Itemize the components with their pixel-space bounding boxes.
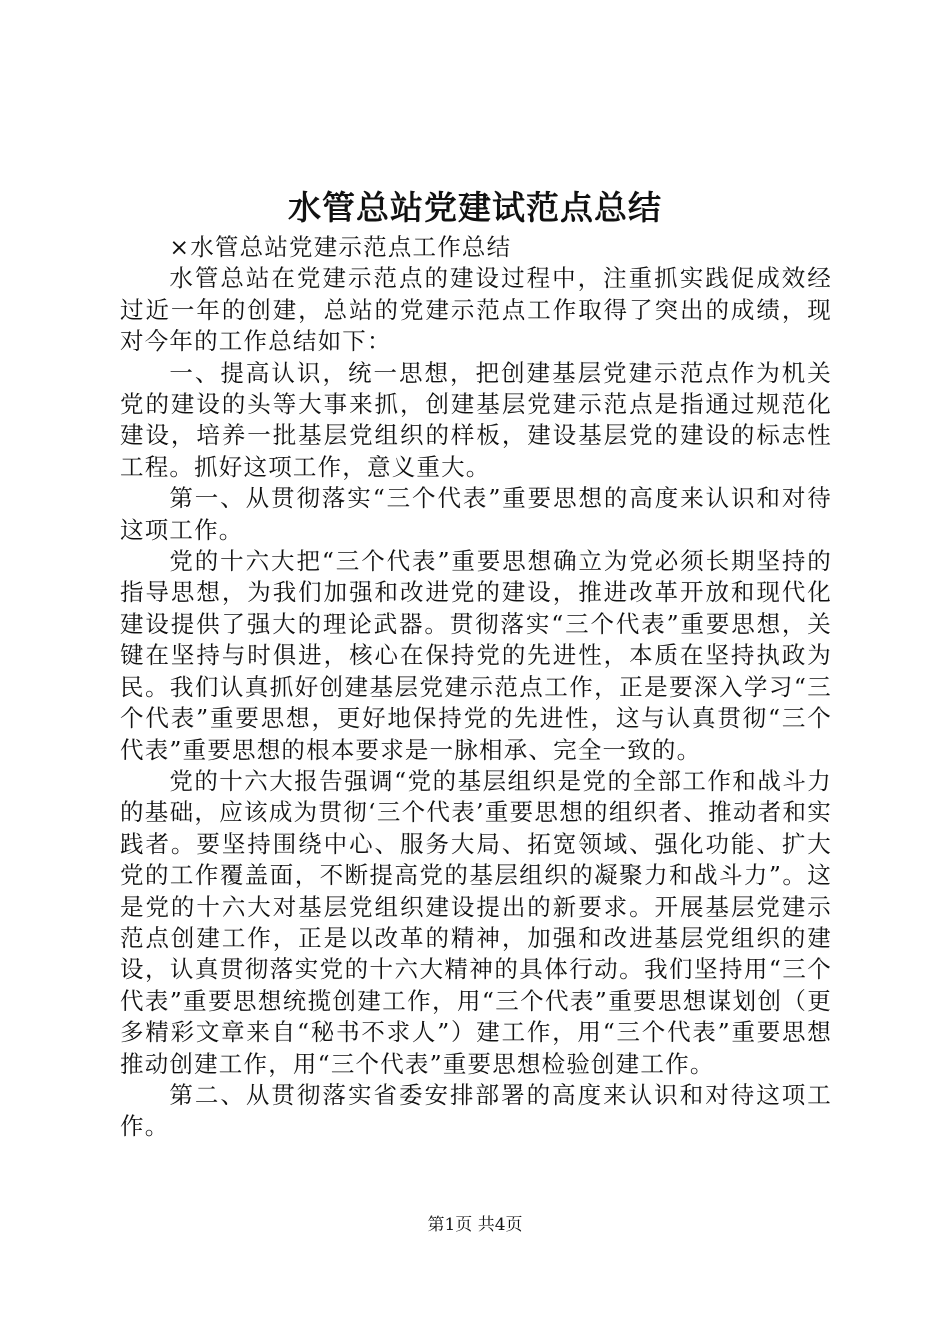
body-paragraph: 水管总站在党建示范点的建设过程中，注重抓实践促成效经过近一年的创建，总站的党建示范点工作取得了突出的成绩，现对今年的工作总结如下： xyxy=(120,264,832,356)
body-paragraph: 党的十六大把“三个代表”重要思想确立为党必须长期坚持的指导思想，为我们加强和改进党的建设，推进改革开放和现代化建设提供了强大的理论武器。贯彻落实“三个代表”重要思想，关键在坚持与时俱进，核心在保持党的先进性，本质在坚持执政为民。我们认真抓好创建基层党建示范点工作，正是要深入学习“三个代表”重要思想，更好地保持党的先进性，这与认真贯彻“三个代表”重要思想的根本要求是一脉相承、完全一致的。 xyxy=(120,547,832,764)
body-paragraph: 第二、从贯彻落实省委安排部署的高度来认识和对待这项工作。 xyxy=(120,1080,832,1141)
body-paragraph: ×水管总站党建示范点工作总结 xyxy=(169,233,512,261)
page-number-footer: 第1页 共4页 xyxy=(427,1215,523,1235)
document-body xyxy=(120,232,832,1143)
document-title: 水管总站党建试范点总结 xyxy=(288,188,662,227)
body-paragraph: 第一、从贯彻落实“三个代表”重要思想的高度来认识和对待这项工作。 xyxy=(120,484,832,544)
body-paragraph: 党的十六大报告强调“党的基层组织是党的全部工作和战斗力的基础，应该成为贯彻‘三个代表’重要思想的组织者、推动者和实践者。要坚持围绕中心、服务大局、拓宽领域、强化功能、扩大党的工作覆盖面，不断提高党的基层组织的凝聚力和战斗力”。这是党的十六大对基层党组织建设提出的新要求。开展基层党建示范点创建工作，正是以改革的精神，加强和改进基层党组织的建设，认真贯彻落实党的十六大精神的具体行动。我们坚持用“三个代表”重要思想统揽创建工作，用“三个代表”重要思想谋划创（更多精彩文章来自“秘书不求人”）建工作，用“三个代表”重要思想推动创建工作，用“三个代表”重要思想检验创建工作。 xyxy=(120,766,832,1078)
body-paragraph: 一、提高认识，统一思想，把创建基层党建示范点作为机关党的建设的头等大事来抓，创建基层党建示范点是指通过规范化建设，培养一批基层党组织的样板，建设基层党的建设的标志性工程。抓好这项工作，意义重大。 xyxy=(120,358,832,481)
